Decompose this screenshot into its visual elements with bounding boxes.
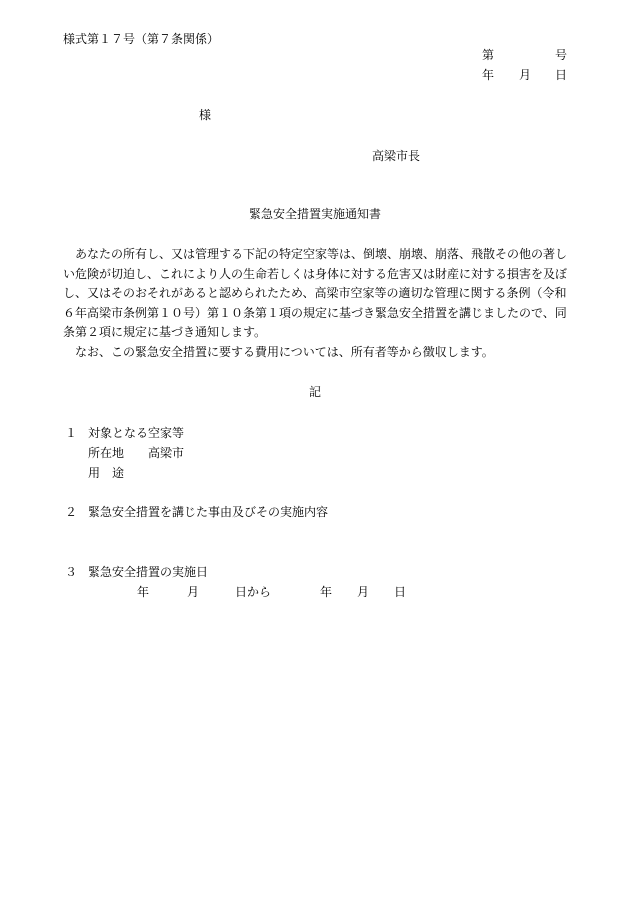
addressee-suffix: 様 bbox=[199, 108, 212, 122]
issue-number-suffix: 号 bbox=[555, 48, 568, 62]
issue-number-prefix: 第 bbox=[482, 48, 495, 62]
usage-label: 用 途 bbox=[88, 466, 125, 480]
start-month-label: 月 bbox=[187, 585, 200, 599]
start-year-label: 年 bbox=[137, 585, 150, 599]
date-month-label: 月 bbox=[519, 68, 532, 82]
item-2-number: ２ bbox=[65, 505, 78, 519]
item-1-heading: 対象となる空家等 bbox=[88, 426, 185, 440]
issuer-name: 高梁市長 bbox=[372, 149, 421, 163]
notice-body bbox=[63, 245, 570, 362]
body-paragraph: なお、この緊急安全措置に要する費用については、所有者等から徴収します。 bbox=[75, 344, 494, 359]
form-number: 様式第１７号（第７条関係） bbox=[63, 32, 220, 46]
date-year-label: 年 bbox=[482, 68, 495, 82]
location-label: 所在地 bbox=[88, 446, 125, 460]
item-3-number: ３ bbox=[65, 565, 78, 579]
item-3-heading: 緊急安全措置の実施日 bbox=[88, 565, 209, 579]
item-2-heading: 緊急安全措置を講じた事由及びその実施内容 bbox=[88, 505, 329, 519]
end-month-label: 月 bbox=[357, 585, 370, 599]
end-day-label: 日 bbox=[394, 585, 407, 599]
end-year-label: 年 bbox=[320, 585, 333, 599]
item-1-number: １ bbox=[65, 426, 78, 440]
location-value: 高梁市 bbox=[148, 446, 185, 460]
date-day-label: 日 bbox=[555, 68, 568, 82]
body-paragraph: あなたの所有し、又は管理する下記の特定空家等は、倒壊、崩壊、崩落、飛散その他の著しい危険が切迫し、これにより人の生命若しくは身体に対する危害又は財産に対する損害を及ぼし、又はそのおそれがあると認められたため、高梁市空家等の適切な管理に関する条例（令和６年高梁市条例第１０号）第１０条第１項の規定に基づき緊急安全措置を講じましたので、同条第２項に規定に基づき通知します。 bbox=[63, 247, 568, 339]
start-day-from-label: 日から bbox=[235, 585, 272, 599]
document-title: 緊急安全措置実施通知書 bbox=[248, 207, 381, 221]
ki-heading: 記 bbox=[308, 385, 321, 399]
